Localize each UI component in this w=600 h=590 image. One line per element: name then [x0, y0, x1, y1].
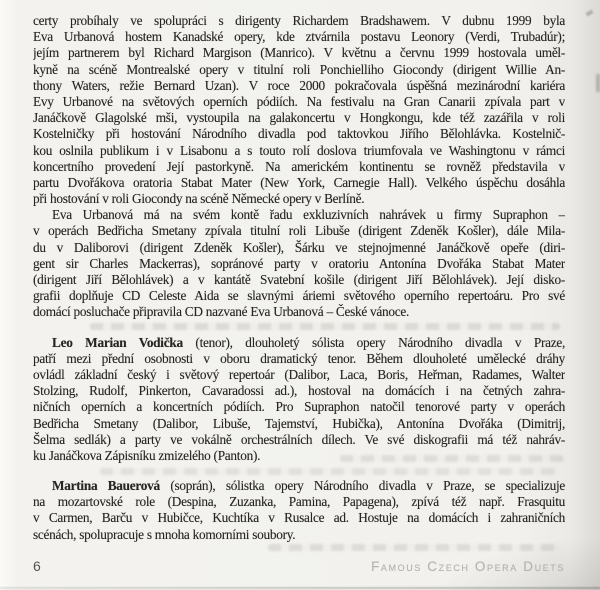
page-footer [33, 558, 565, 578]
text-segment: (dirigent Jiří Bělohlávek) a v kantátě Svatební košile (dirigent Jiří Bělohlávek). Její disko- [33, 272, 565, 287]
text-segment: kyně na scéně Montrealské opery v titulní roli Ponchielliho Giocondy (dirigent Willie An- [33, 61, 565, 77]
text-line [33, 416, 565, 432]
text-line [33, 399, 565, 415]
text-segment: Janáčkově Glagolské mši, vystoupila na galakoncertu v Hongkongu, kde též zazářila v roli [33, 110, 565, 126]
text-line [33, 288, 565, 304]
text-segment: Kostelničky při hostování Národního divadla pod taktovkou Jiřího Bělohlávka. Kostelnič- [33, 126, 565, 142]
text-segment: Eva Urbanová má na svém kontě řadu exkluzivních nahrávek u firmy Supraphon – [52, 207, 565, 223]
text-line [33, 143, 565, 159]
page-edge-notch [596, 74, 600, 92]
text-column [33, 13, 565, 543]
text-line [33, 78, 565, 94]
paragraph [33, 207, 565, 320]
text-segment: v operách Bedřicha Smetany zpívala titulní roli Libuše (dirigent Zdeněk Košler), dále Mila- [33, 223, 565, 239]
text-segment: gent sir Charles Mackerras), sopránové party v oratoriu Antonína Dvořáka Stabat Mater [33, 255, 565, 271]
text-line [33, 304, 565, 320]
text-line [33, 351, 565, 367]
text-line [33, 432, 565, 448]
text-line [33, 110, 565, 126]
text-segment: kou oslnila publikum i v Lisabonu a s touto rolí doslova triumfovala ve Washingtonu v rámci [33, 142, 565, 158]
artist-name-bold: Martina Bauerová [52, 478, 160, 494]
ink-bleed-artifact [340, 455, 564, 462]
text-segment: Stolzing, Rudolf, Pinkerton, Cavaradossi ad.), hostoval na domácích i na četných zahra- [33, 383, 565, 399]
text-line [33, 367, 565, 383]
text-line [33, 494, 565, 510]
text-segment: ničních operních a koncertních pódiích. Pro Supraphon natočil tenorové party v operách [33, 399, 565, 415]
text-segment: domácí posluchače připravila CD nazvané Eva Urbanová – České vánoce. [33, 304, 410, 320]
text-segment: ovládl základní český i světový repertoár (Dalibor, Laca, Boris, Heřman, Radames, Walter [33, 366, 565, 382]
text-line [33, 256, 565, 272]
text-segment: grafii doplňuje CD Celeste Aida se slavnými áriemi světového operního repertoáru. Pro své [33, 288, 565, 304]
text-line [33, 223, 565, 239]
text-line [33, 335, 565, 351]
text-line [33, 527, 565, 543]
text-line [33, 29, 565, 45]
text-segment: partu Dvořákova oratoria Stabat Mater (New York, Carnegie Hall). Velkého úspěchu dosáhla [33, 174, 565, 190]
text-segment: v Carmen, Barču v Hubičce, Kuchtíka v Rusalce ad. Hostuje na domácích i zahraničních [33, 510, 565, 526]
text-line [33, 62, 565, 78]
text-line [33, 478, 565, 494]
text-segment: koncertního provedení Její pastorkyně. Na americkém kontinentu se rovněž představila v [33, 158, 565, 174]
text-segment: při hostování v roli Giocondy na scéně Německé opery v Berlíně. [33, 191, 365, 207]
artist-name-bold: Leo Marian Vodička [52, 334, 183, 350]
paragraph [33, 478, 565, 543]
text-segment: patří mezi přední osobnosti v oboru dramatický tenor. Během dlouholeté umělecké dráhy [33, 350, 565, 366]
text-segment: Evy Urbanové na světových operních pódiích. Na festivalu na Gran Canarii zpívala part v [33, 93, 565, 109]
text-line [33, 13, 565, 29]
footer-brand-text: Famous Czech Opera Duets [371, 559, 565, 574]
text-line [33, 159, 565, 175]
scan-edge-line [0, 587, 600, 589]
ink-bleed-artifact [268, 544, 560, 551]
text-segment: Šelma sedlák) a party ve vokálně orchestrálních dílech. Ve své diskografii má též nahráv- [33, 431, 565, 447]
page-number: 6 [33, 558, 41, 574]
text-segment: Bedřicha Smetany (Dalibor, Libuše, Tajemství, Hubička), Antonína Dvořáka (Dimitrij, [33, 415, 565, 431]
text-segment: ku Janáčkova Zápisníku zmizelého (Panton). [33, 447, 261, 463]
text-line [33, 240, 565, 256]
text-line [33, 207, 565, 223]
text-segment: jejím partnerem byl Richard Margison (Manrico). V květnu a červnu 1999 hostovala uměl- [33, 45, 565, 61]
text-segment: certy probíhaly ve spolupráci s dirigenty Richardem Bradshawem. V dubnu 1999 byla [33, 13, 565, 28]
text-segment: du v Daliborovi (dirigent Zdeněk Košler), Šárku ve stejnojmenné Janáčkově opeře (diri- [33, 239, 565, 255]
text-line [33, 126, 565, 142]
text-line [33, 272, 565, 288]
text-line [33, 45, 565, 61]
text-segment: (tenor), dlouholetý sólista opery Národního divadla v Praze, [182, 334, 565, 350]
ink-bleed-artifact [90, 323, 560, 330]
text-segment: thony Waters, režie Bernard Uzan). V roce 2000 pokračovala úspěšná mezinárodní kariéra [33, 77, 565, 93]
text-segment: scénách, spolupracuje s mnoha komorními soubory. [33, 526, 296, 542]
text-line [33, 191, 565, 207]
ink-bleed-artifact [100, 468, 558, 475]
paragraph [33, 13, 565, 207]
text-line [33, 94, 565, 110]
text-line [33, 175, 565, 191]
text-segment: Eva Urbanová hostem Kanadské opery, kde ztvárnila postavu Leonory (Verdi, Trubadúr); [33, 29, 565, 45]
text-segment: na mozartovské role (Despina, Zuzanka, Pamina, Papagena), zpívá též např. Frasquitu [33, 494, 565, 510]
text-line [33, 510, 565, 526]
text-line [33, 383, 565, 399]
paragraph [33, 335, 565, 465]
text-segment: (soprán), sólistka opery Národního divadla v Praze, se specializuje [159, 478, 565, 494]
scan-speck-artifact [585, 10, 593, 17]
